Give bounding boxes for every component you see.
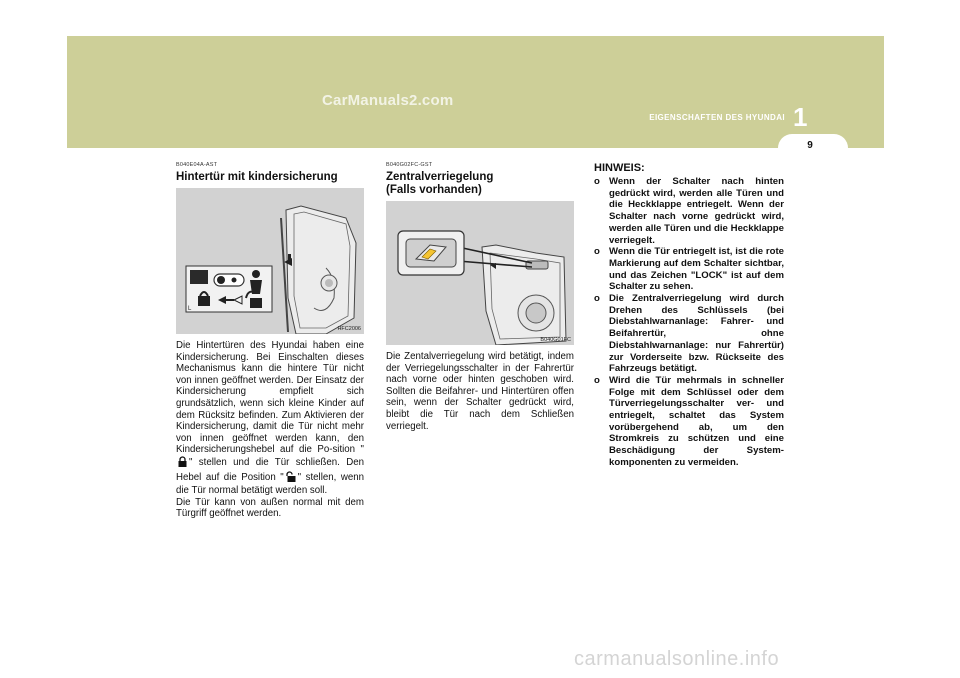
note-text: Wird die Tür mehrmals in schneller Folge mit dem Schlüssel oder dem Türverriegelungsschalter ver- und entriegelt, schaltet das System vorübergehend ab, um den Stromkreis zu schützen und eine Beschädigung der System-komponenten zu vermeiden.	[609, 374, 784, 468]
lock-icon	[178, 456, 187, 471]
note-bullet: o	[594, 374, 600, 386]
section-code: B040G02FC-GST	[386, 162, 433, 168]
watermark-top[interactable]: CarManuals2.com	[322, 92, 454, 109]
section-heading	[386, 171, 574, 197]
note-bullet: o	[594, 246, 600, 258]
central-lock-figure	[386, 201, 574, 345]
note-item	[594, 246, 784, 293]
section-central-lock	[386, 162, 574, 432]
child-lock-figure	[176, 188, 364, 334]
figure-code: HFC2006	[337, 326, 361, 332]
header-band	[67, 36, 884, 148]
chapter-title: EIGENSCHAFTEN DES HYUNDAI	[649, 113, 785, 122]
body-part-1: Die Hintertüren des Hyundai haben eine Kindersicherung. Bei Einschalten dieses Mechanismus kann die hintere Tür nicht von innen geöffnet werden. Der Einsatz der Kindersicherung empfielt sich grundsätzlich, wenn sich kleine Kinder auf dem Rücksitz befinden. Zum Aktivieren der Kindersicherung, damit die Tür nicht mehr von innen geöffnet werden kann, den Kindersicherungshebel auf die Po-sition "	[176, 340, 364, 456]
figure-letter: L	[188, 306, 192, 312]
note-text: Die Zentralverriegelung wird durch Drehen des Schlüssels (bei Diebstahlwarnanlage: Fahrer- und Beifahrertür, ohne Diebstahlwarnanlage: nur Fahrertür) zur Vorderseite bzw. Rückseite des Fahrzeugs betätigt.	[609, 293, 784, 375]
central-lock-illustration	[386, 201, 574, 345]
page-number: 9	[807, 140, 813, 151]
note-item	[594, 176, 784, 246]
chapter-number: 1	[793, 102, 808, 132]
note-item	[594, 375, 784, 469]
heading-line-2: (Falls vorhanden)	[386, 184, 482, 196]
note-item	[594, 293, 784, 375]
child-lock-illustration	[176, 188, 364, 334]
note-bullet: o	[594, 293, 600, 305]
note-text: Wenn der Schalter nach hinten gedrückt wird, werden alle Türen und die Heckklappe entriegelt. Wenn der Schalter nach vorne gedrückt wird, werden alle Türen und die Heckklappe verriegelt.	[609, 176, 784, 246]
note-bullet: o	[594, 176, 600, 187]
section-child-lock	[176, 162, 364, 520]
unlock-icon	[286, 471, 296, 486]
section-code: B040E04A-AST	[176, 162, 218, 168]
note-list	[594, 176, 784, 469]
body-part-4: Die Tür kann von außen normal mit dem Türgriff geöffnet werden.	[176, 496, 364, 520]
body-part-2: " stellen und die Tür schließen. Den Hebel auf die Position "	[176, 456, 364, 483]
body-part-3: " stellen, wenn die Tür normal betätigt werden soll.	[176, 471, 364, 497]
figure-code: B040G01FC	[540, 337, 571, 343]
note-title: HINWEIS:	[594, 162, 645, 174]
heading-line-1: Zentralverriegelung	[386, 171, 494, 183]
child-lock-body	[176, 340, 364, 520]
note-box	[594, 162, 784, 469]
note-text: Wenn die Tür entriegelt ist, ist die rote Markierung auf dem Schalter sichtbar, und das Zeichen "LOCK" ist auf dem Schalter zu sehen.	[609, 246, 784, 293]
watermark-bottom[interactable]: carmanualsonline.info	[574, 648, 780, 670]
section-heading: Hintertür mit kindersicherung	[176, 171, 338, 183]
central-lock-body: Die Zentalverriegelung wird betätigt, indem der Verriegelungsschalter in der Fahrertür nach vorne oder hinten geschoben wird. Sollten die Beifahrer- und Hintertüren offen sein, wenn der Schalter gedrückt wird, bleibt die Tür nach dem Schließen verriegelt.	[386, 351, 574, 432]
